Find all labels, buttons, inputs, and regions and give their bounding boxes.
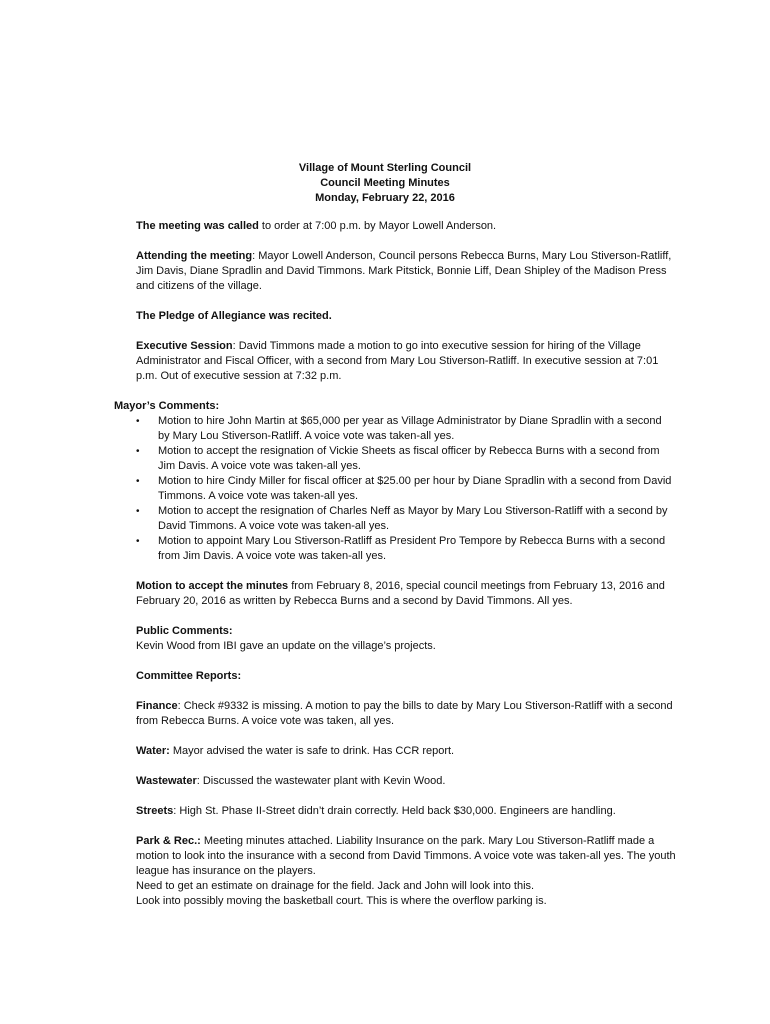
header-council-name: Village of Mount Sterling Council (298, 162, 472, 174)
wastewater-paragraph (136, 774, 676, 789)
minutes-label: Motion to accept the minutes (136, 580, 289, 592)
public-comments-label: Public Comments: (136, 625, 233, 637)
list-item (136, 534, 676, 564)
attending-paragraph (136, 249, 676, 294)
bullet-icon: • (136, 446, 140, 457)
public-comments-paragraph (136, 624, 676, 654)
water-text: Mayor advised the water is safe to drink. Has CCR report. (169, 745, 455, 757)
minutes-text: from February 8, 2016, special council meetings from February 13, 2016 and February 20, 2016 as written by Rebecca Burns and a second by David Timmons. All yes. (136, 580, 665, 607)
list-item-text: Motion to appoint Mary Lou Stiverson-Ratliff as President Pro Tempore by Rebecca Burns with a second from Jim Davis. A voice vote was taken-all yes. (158, 535, 666, 562)
water-label: Water: (136, 745, 170, 757)
list-item-text: Motion to accept the resignation of Vickie Sheets as fiscal officer by Rebecca Burns with a second from Jim Davis. A voice vote was taken-all yes. (158, 445, 660, 472)
list-item (136, 504, 676, 534)
finance-label: Finance (136, 700, 178, 712)
streets-text: : High St. Phase II-Street didn’t drain correctly. Held back $30,000. Engineers are handling. (173, 805, 616, 817)
header-document-title: Council Meeting Minutes (320, 177, 450, 189)
meeting-called-paragraph (136, 219, 676, 234)
attending-text: : Mayor Lowell Anderson, Council persons Rebecca Burns, Mary Lou Stiverson-Ratliff, Jim Davis, Diane Spradlin and David Timmons. Mark Pitstick, Bonnie Liff, Dean Shipley of the Madison Press and citizens of the village. (136, 250, 672, 292)
mayor-comments-heading: Mayor’s Comments: (114, 400, 220, 412)
committee-reports-paragraph (136, 669, 676, 684)
water-paragraph (136, 744, 676, 759)
wastewater-label: Wastewater (136, 775, 197, 787)
mayor-comments-list (136, 414, 676, 564)
list-item-text: Motion to hire Cindy Miller for fiscal officer at $25.00 per hour by Diane Spradlin with a second from David Timmons. A voice vote was taken-all yes. (158, 475, 672, 502)
document-body (114, 219, 676, 924)
park-rec-label: Park & Rec.: (136, 835, 201, 847)
attending-label: Attending the meeting (136, 250, 253, 262)
header-meeting-date: Monday, February 22, 2016 (315, 192, 455, 204)
park-rec-text: Meeting minutes attached. Liability Insurance on the park. Mary Lou Stiverson-Ratliff made a motion to look into the insurance with a second from David Timmons. A voice vote was taken-all yes. The youth league has insurance on the players. (136, 835, 676, 877)
bullet-icon: • (136, 536, 140, 547)
bullet-icon: • (136, 506, 140, 517)
streets-paragraph (136, 804, 676, 819)
finance-paragraph (136, 699, 676, 729)
list-item (136, 444, 676, 474)
executive-session-text: : David Timmons made a motion to go into executive session for hiring of the Village Administrator and Fiscal Officer, with a second from Mary Lou Stiverson-Ratliff. In executive session at 7:01 p.m. Out of executive session at 7:32 p.m. (136, 340, 659, 382)
bullet-icon: • (136, 416, 140, 427)
public-comments-text: Kevin Wood from IBI gave an update on the village’s projects. (136, 640, 436, 652)
wastewater-text: : Discussed the wastewater plant with Kevin Wood. (196, 775, 446, 787)
executive-session-label: Executive Session (136, 340, 233, 352)
committee-reports-label: Committee Reports: (136, 670, 242, 682)
bullet-icon: • (136, 476, 140, 487)
park-rec-paragraph (136, 834, 676, 909)
list-item-text: Motion to hire John Martin at $65,000 per year as Village Administrator by Diane Spradlin with a second by Mary Lou Stiverson-Ratliff. A voice vote was taken-all yes. (158, 415, 662, 442)
streets-label: Streets (136, 805, 174, 817)
list-item (136, 474, 676, 504)
meeting-called-text: to order at 7:00 p.m. by Mayor Lowell Anderson. (258, 220, 497, 232)
finance-text: : Check #9332 is missing. A motion to pay the bills to date by Mary Lou Stiverson-Ratliff with a second from Rebecca Burns. A voice vote was taken, all yes. (136, 700, 673, 727)
meeting-called-label: The meeting was called (136, 220, 259, 232)
pledge-paragraph (136, 309, 676, 324)
document-header (0, 161, 770, 206)
park-rec-basketball-line: Look into possibly moving the basketball court. This is where the overflow parking is. (136, 895, 547, 907)
pledge-label: The Pledge of Allegiance was recited. (136, 310, 332, 322)
list-item (136, 414, 676, 444)
park-rec-drainage-line: Need to get an estimate on drainage for the field. Jack and John will look into this. (136, 880, 535, 892)
minutes-paragraph (136, 579, 676, 609)
list-item-text: Motion to accept the resignation of Charles Neff as Mayor by Mary Lou Stiverson-Ratliff with a second by David Timmons. A voice vote was taken-all yes. (158, 505, 668, 532)
executive-session-paragraph (136, 339, 676, 384)
